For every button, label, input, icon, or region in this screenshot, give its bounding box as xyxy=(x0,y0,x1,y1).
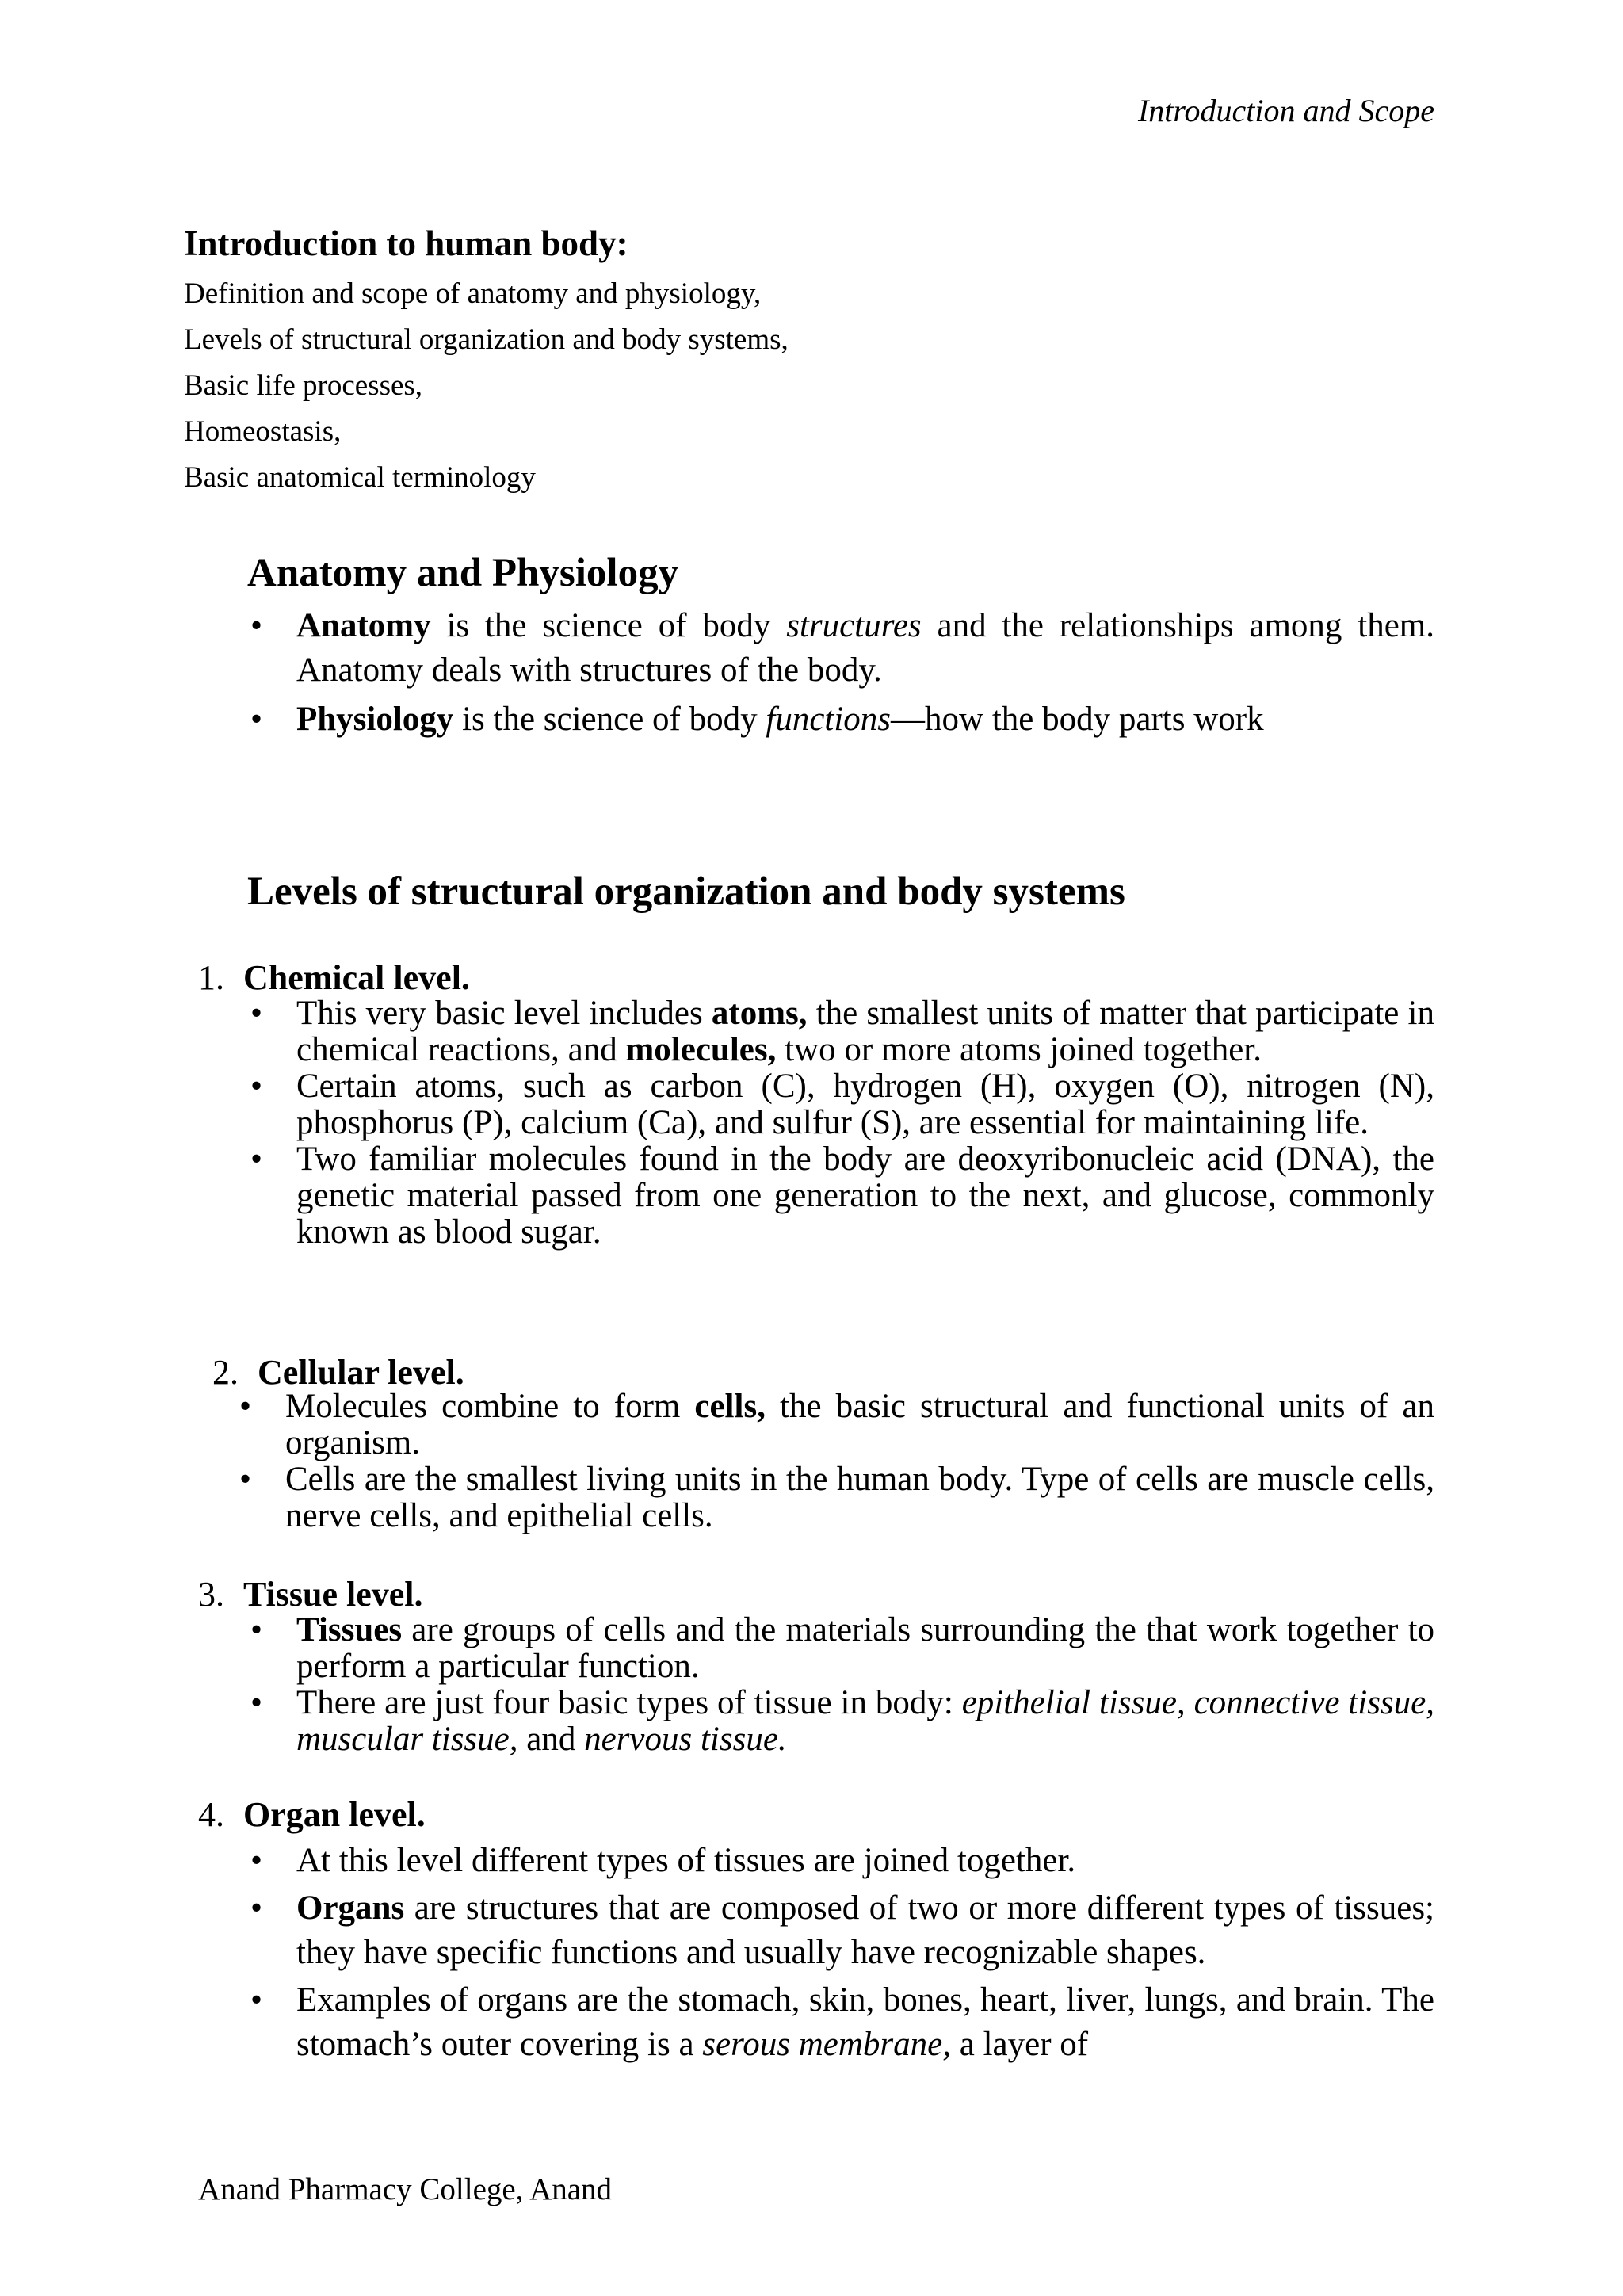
chemical-bullet: • Certain atoms, such as carbon (C), hydrogen (H), oxygen (O), nitrogen (N), phosphorus (P), calcium (Ca), and sulfur (S), are essential for maintaining life. xyxy=(247,1068,1434,1141)
intro-section xyxy=(184,220,789,501)
tissue-bullet: • There are just four basic types of tissue in body: epithelial tissue, connective tissue, muscular tissue, and nervous tissue. xyxy=(247,1685,1434,1758)
intro-line: Basic life processes, xyxy=(184,369,423,402)
organ-bullets xyxy=(247,1839,1434,2070)
physiology-bullet: • Physiology is the science of body functions—how the body parts work xyxy=(247,697,1434,742)
anatomy-physiology-heading: Anatomy and Physiology xyxy=(247,551,679,595)
running-header: Introduction and Scope xyxy=(1137,93,1434,128)
intro-line: Levels of structural organization and body systems, xyxy=(184,323,789,356)
organ-level-heading: 4. Organ level. xyxy=(198,1795,426,1834)
cellular-bullet: • Cells are the smallest living units in the human body. Type of cells are muscle cells, nerve cells, and epithelial cells. xyxy=(236,1461,1434,1534)
organ-bullet: • Organs are structures that are composed of two or more different types of tissues; they have specific functions and usually have recognizable shapes. xyxy=(247,1886,1434,1975)
chemical-level-heading: 1. Chemical level. xyxy=(198,958,470,997)
cellular-bullets xyxy=(236,1389,1434,1534)
chemical-bullet: • Two familiar molecules found in the body are deoxyribonucleic acid (DNA), the genetic material passed from one generation to the next, and glucose, commonly known as blood sugar. xyxy=(247,1141,1434,1251)
cellular-bullet: • Molecules combine to form cells, the basic structural and functional units of an organism. xyxy=(236,1389,1434,1461)
anatomy-bullet: • Anatomy is the science of body structures and the relationships among them. Anatomy deals with structures of the body. xyxy=(247,604,1434,693)
organ-bullet: • Examples of organs are the stomach, skin, bones, heart, liver, lungs, and brain. The stomach’s outer covering is a serous membrane, a layer of xyxy=(247,1978,1434,2067)
cellular-level-heading: 2. Cellular level. xyxy=(212,1353,464,1392)
anatomy-bullets xyxy=(247,604,1434,747)
intro-line: Homeostasis, xyxy=(184,415,342,448)
page-footer: Anand Pharmacy College, Anand xyxy=(198,2172,613,2206)
chemical-bullet: • This very basic level includes atoms, the smallest units of matter that participate in chemical reactions, and molecules, two or more atoms joined together. xyxy=(247,995,1434,1068)
tissue-bullets xyxy=(247,1612,1434,1758)
levels-heading: Levels of structural organization and body systems xyxy=(247,869,1125,914)
intro-line: Definition and scope of anatomy and physiology, xyxy=(184,277,762,310)
organ-bullet: • At this level different types of tissues are joined together. xyxy=(247,1839,1434,1883)
tissue-bullet: • Tissues are groups of cells and the materials surrounding the that work together to perform a particular function. xyxy=(247,1612,1434,1685)
intro-line: Basic anatomical terminology xyxy=(184,461,536,494)
chemical-bullets xyxy=(247,995,1434,1251)
tissue-level-heading: 3. Tissue level. xyxy=(198,1575,423,1614)
intro-title: Introduction to human body: xyxy=(184,223,628,263)
